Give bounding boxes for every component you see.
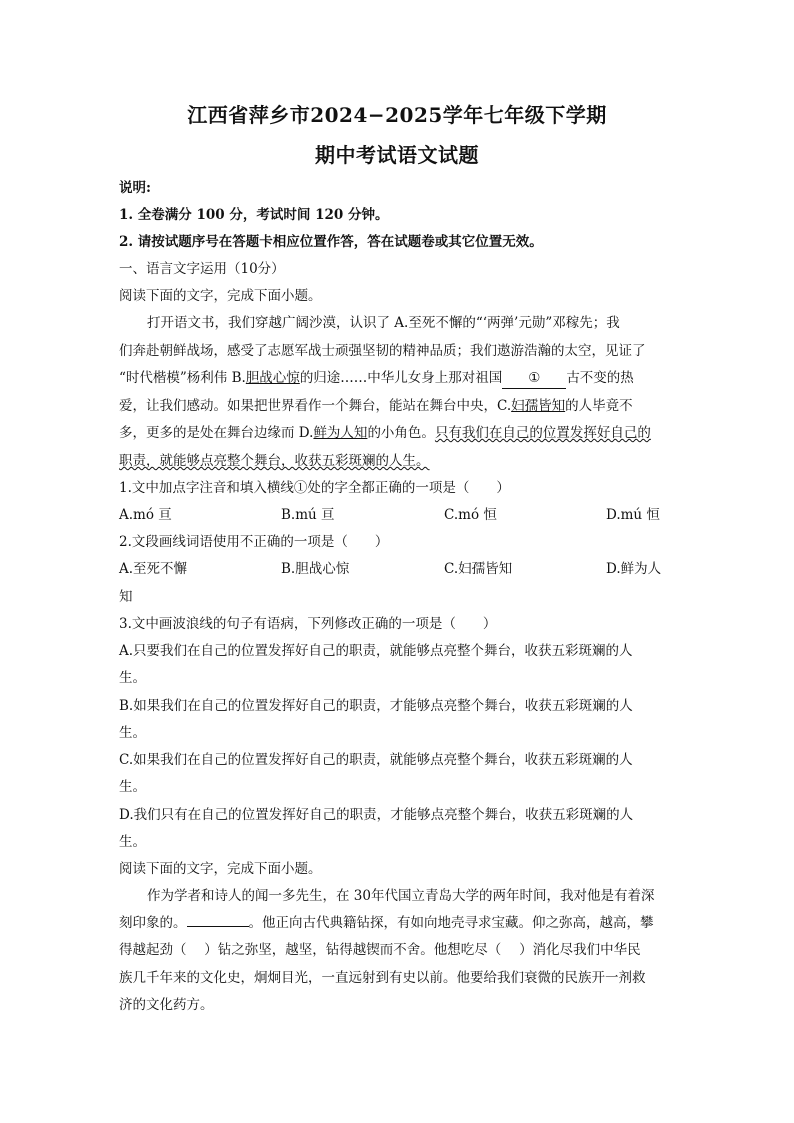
passage-text: 多，更多的是处在舞台边缘而 D. xyxy=(119,425,314,441)
q3-option-c[interactable]: C.如果我们在自己的位置发挥好自己的职责，就能够点亮整个舞台，收获五彩斑斓的人 xyxy=(119,752,633,768)
reading-instruction-1: 阅读下面的文字，完成下面小题。 xyxy=(119,288,322,304)
passage-text: 的人毕竟不 xyxy=(565,398,633,414)
underlined-phrase: 鲜为人知 xyxy=(313,425,368,441)
passage-text: 。他正向古代典籍钻探，有如向地壳寻求宝藏。仰之弥高，越高，攀 xyxy=(248,915,654,931)
q1-option-b[interactable]: B.mú 亘 xyxy=(281,507,335,523)
q2-option-d[interactable]: D.鲜为人 xyxy=(606,561,662,577)
passage-1-line-1: 打开语文书，我们穿越广阔沙漠，认识了 A.至死不懈的“‘两弹’元勋”邓稼先；我 xyxy=(147,315,620,331)
q2-option-b[interactable]: B.胆战心惊 xyxy=(281,561,350,577)
passage-text: 爱，让我们感动。如果把世界看作一个舞台，能站在舞台中央，C. xyxy=(119,398,512,414)
passage-text: 的小角色。 xyxy=(367,425,435,441)
page-subtitle: 期中考试语文试题 xyxy=(315,143,479,167)
underlined-phrase: 妇孺皆知 xyxy=(511,398,566,414)
q2-option-c[interactable]: C.妇孺皆知 xyxy=(444,561,513,577)
question-2-stem: 2.文段画线词语使用不正确的一项是（ ） xyxy=(119,534,389,550)
question-1-stem: 1.文中加点字注音和填入横线①处的字全都正确的一项是（ ） xyxy=(119,480,510,496)
passage-2-line-4: 族几千年来的文化史，炯炯目光，一直远射到有史以前。他要给我们衰微的民族开一剂救 xyxy=(119,970,646,986)
q3-option-c-wrap: 生。 xyxy=(119,779,146,795)
note-label: 说明: xyxy=(119,180,151,196)
passage-text: 古不变的热 xyxy=(566,370,634,386)
q3-option-b-wrap: 生。 xyxy=(119,725,146,741)
underlined-phrase: 胆战心惊 xyxy=(245,370,300,386)
passage-2-line-5: 济的文化药方。 xyxy=(119,997,214,1013)
passage-text: 的归途……中华儿女身上那对祖国 xyxy=(299,370,503,386)
reading-instruction-2: 阅读下面的文字，完成下面小题。 xyxy=(119,861,322,877)
q2-option-a[interactable]: A.至死不懈 xyxy=(119,561,188,577)
page-title: 江西省萍乡市2024−2025学年七年级下学期 xyxy=(187,103,607,127)
passage-2-line-1: 作为学者和诗人的闻一多先生，在 30年代国立青岛大学的两年时间，我对他是有着深 xyxy=(147,888,655,904)
question-3-stem: 3.文中画波浪线的句子有语病，下列修改正确的一项是（ ） xyxy=(119,616,497,632)
q3-option-b[interactable]: B.如果我们在自己的位置发挥好自己的职责，才能够点亮整个舞台，收获五彩斑斓的人 xyxy=(119,698,633,714)
q3-option-a-wrap: 生。 xyxy=(119,670,146,686)
fill-blank-1: ① xyxy=(502,368,566,389)
note-item-2: 2. 请按试题序号在答题卡相应位置作答，答在试题卷或其它位置无效。 xyxy=(119,234,543,250)
note-item-1: 1. 全卷满分 100 分，考试时间 120 分钟。 xyxy=(119,207,389,223)
q1-option-d[interactable]: D.mú 恒 xyxy=(606,507,660,523)
q3-option-a[interactable]: A.只要我们在自己的位置发挥好自己的职责，就能够点亮整个舞台，收获五彩斑斓的人 xyxy=(119,643,633,659)
fill-blank-2 xyxy=(187,926,249,927)
q1-option-c[interactable]: C.mó 恒 xyxy=(444,507,497,523)
passage-1-line-3 xyxy=(119,368,634,389)
wavy-sentence: 只有我们在自己的位置发挥好自己的 xyxy=(434,425,651,441)
q3-option-d-wrap: 生。 xyxy=(119,834,146,850)
passage-text: “时代楷模”杨利伟 B. xyxy=(119,370,246,386)
passage-2-line-3: 得越起劲（ ）钻之弥坚，越坚，钻得越锲而不舍。他想吃尽（ ）消化尽我们中华民 xyxy=(119,942,641,958)
passage-1-line-4 xyxy=(119,396,633,416)
passage-1-line-5 xyxy=(119,423,651,443)
passage-1-line-2: 们奔赴朝鲜战场，感受了志愿军战士顽强坚韧的精神品质；我们遨游浩瀚的太空，见证了 xyxy=(119,343,646,359)
q3-option-d[interactable]: D.我们只有在自己的位置发挥好自己的职责，才能够点亮整个舞台，收获五彩斑斓的人 xyxy=(119,807,634,823)
passage-1-line-6: 职责，就能够点亮整个舞台，收获五彩斑斓的人生。 xyxy=(119,453,430,469)
q2-option-d-wrap: 知 xyxy=(119,589,133,605)
passage-2-line-2 xyxy=(119,913,654,933)
section-heading: 一、语言文字运用（10分） xyxy=(119,261,285,277)
passage-text: 刻印象的。 xyxy=(119,915,187,931)
q1-option-a[interactable]: A.mó 亘 xyxy=(119,507,172,523)
